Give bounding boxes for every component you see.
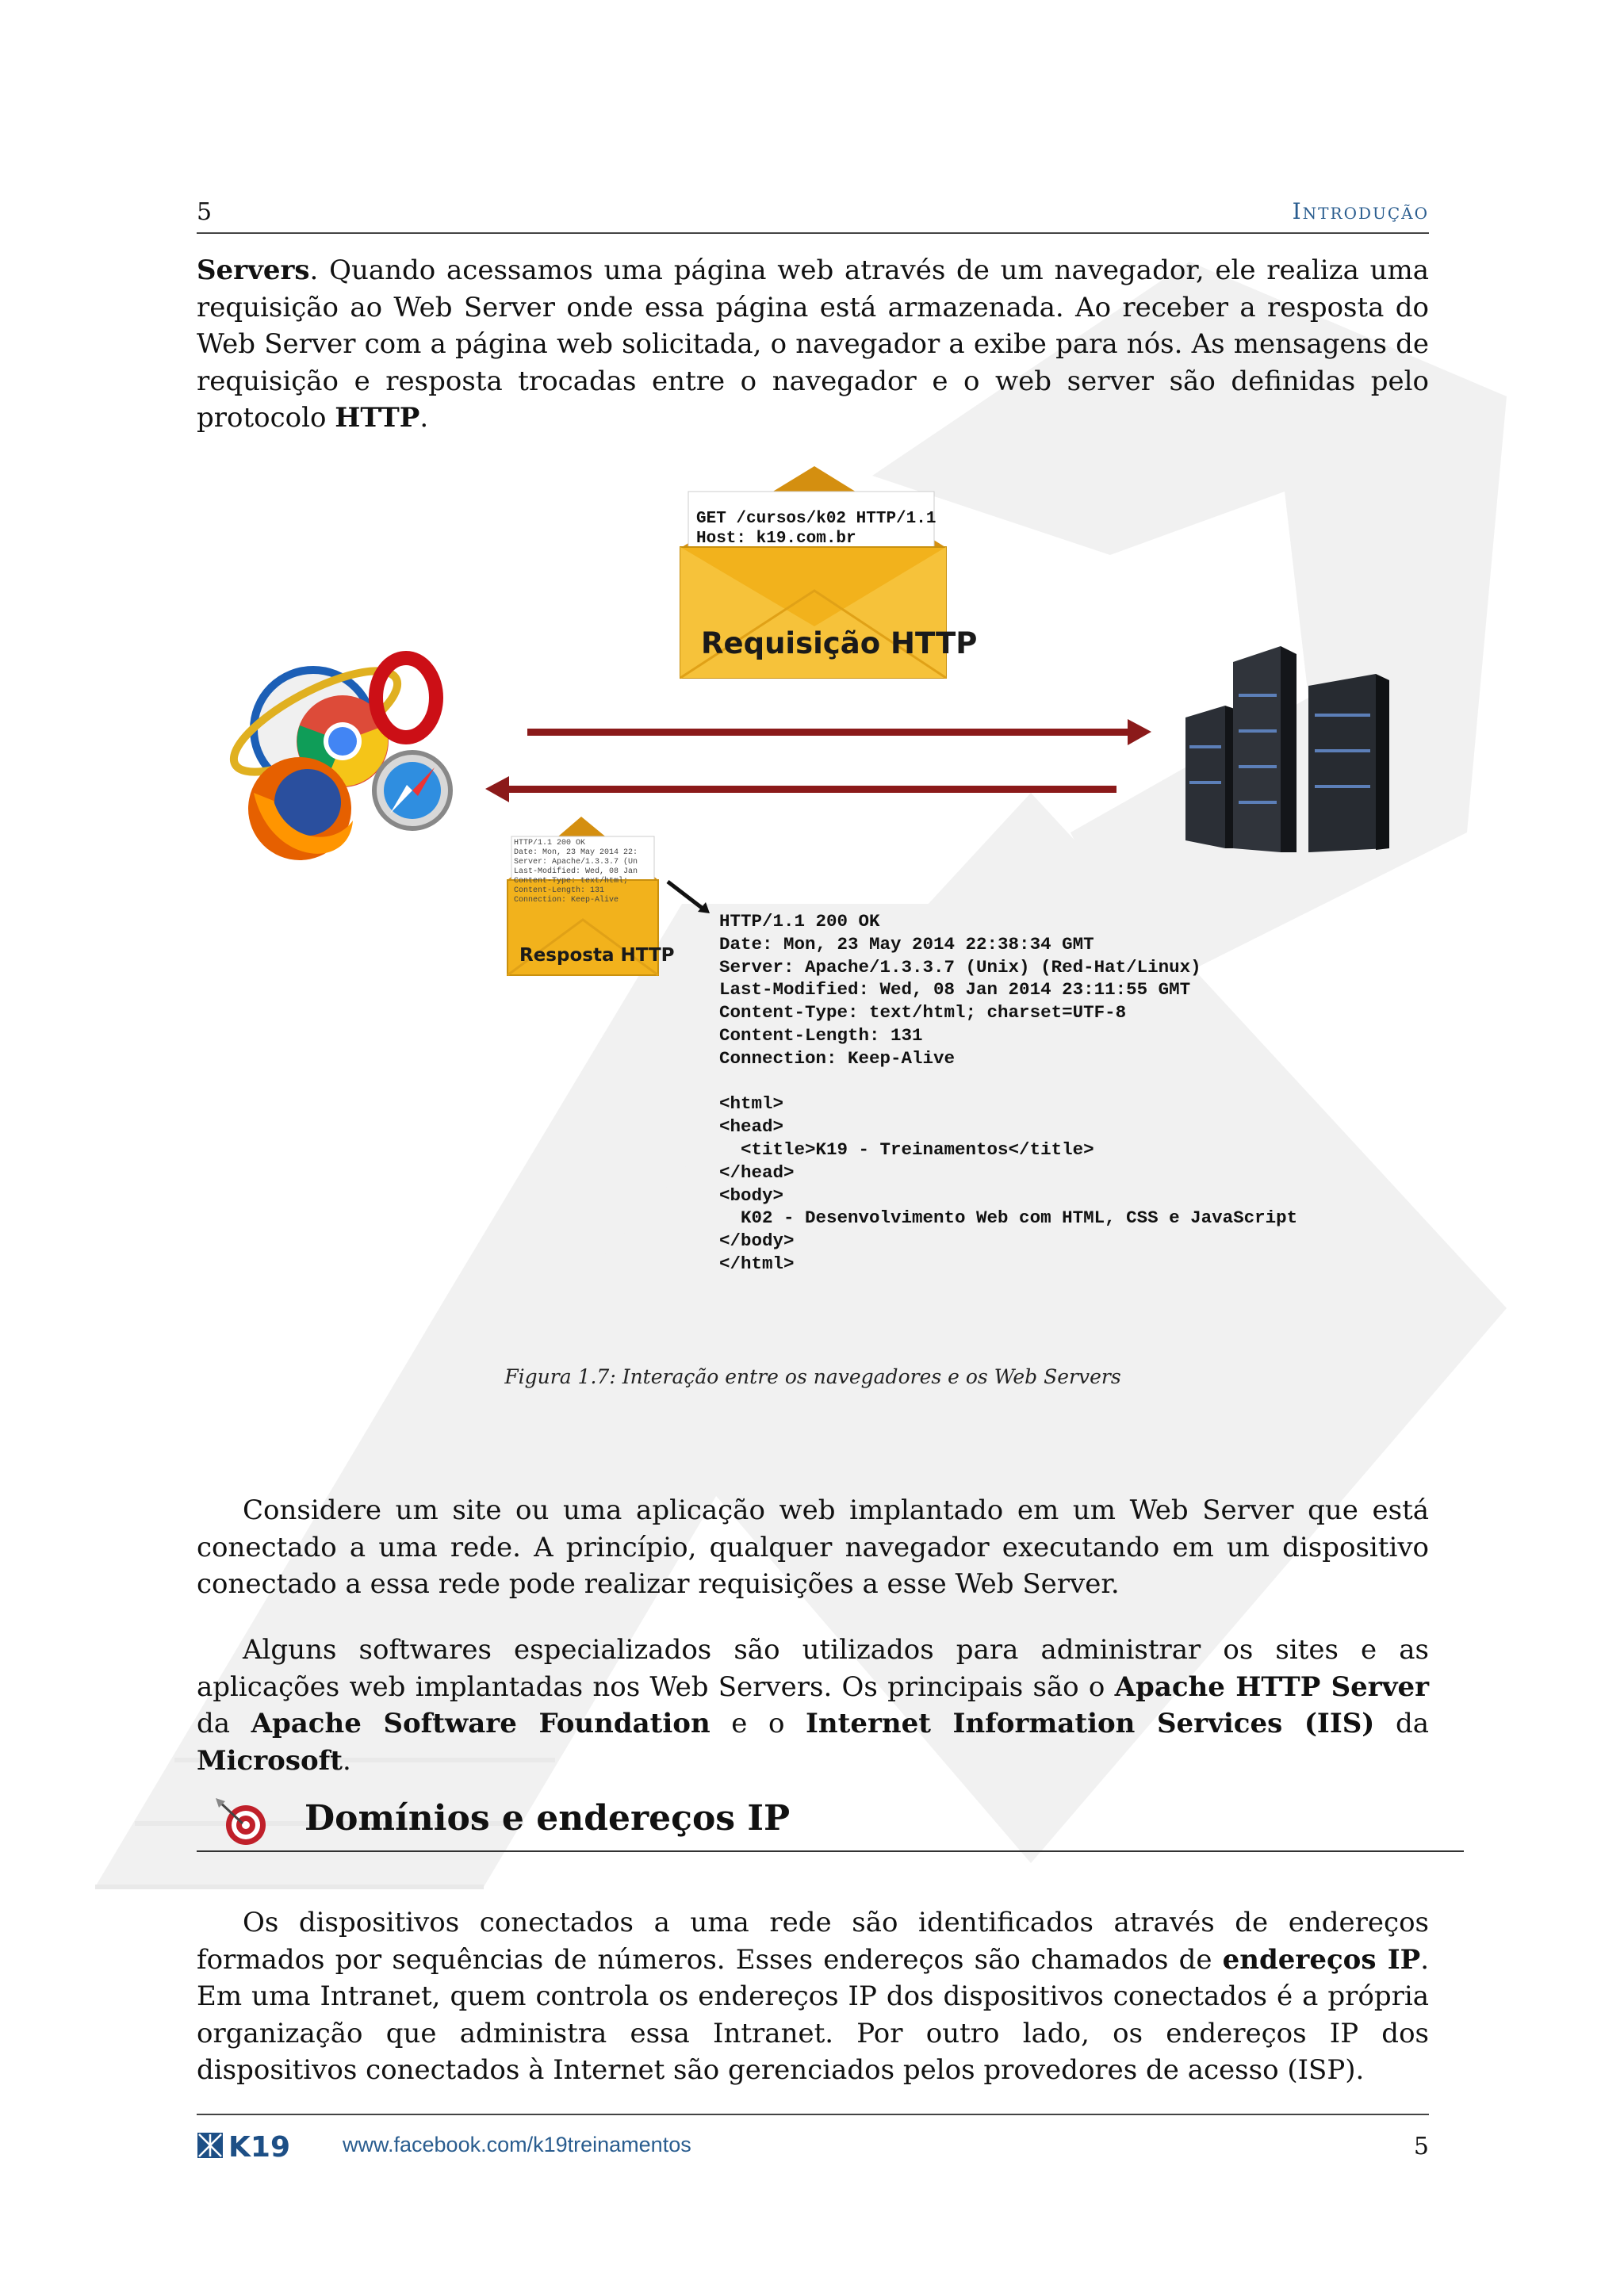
bold-term: Apache HTTP Server — [1114, 1670, 1429, 1703]
response-mini-text: HTTP/1.1 200 OK Date: Mon, 23 May 2014 22: Server: Apache/1.3.3.7 (Un Last-Modified: Wed, 08 Jan Content-Type: text/html; Content-Length: 131 Connection: Keep-Alive — [514, 839, 638, 905]
pointer-arrow — [668, 882, 702, 908]
paragraph-software: Alguns softwares especializados são utilizados para administrar os sites e as aplicações web implantadas nos Web Servers. Os principais são o Apache HTTP Server da Apache Software Foundation e o Internet Information Services (IIS) da Microsoft. — [197, 1634, 1429, 1777]
opera-icon — [376, 658, 436, 737]
bold-term: Servers — [197, 254, 310, 286]
paragraph-web-server: Considere um site ou uma aplicação web implantado em um Web Server que está conectado a uma rede. A princípio, qualquer navegador executando em um dispositivo conectado a essa rede pode realizar requisições a esse Web Server. — [197, 1494, 1429, 1600]
figure-caption: Figura 1.7: Interação entre os navegadores e os Web Servers — [504, 1365, 1121, 1388]
http-request-text: GET /cursos/k02 HTTP/1.1 Host: k19.com.br — [696, 510, 936, 548]
k19-logo — [197, 2131, 320, 2160]
request-arrow — [527, 719, 1151, 745]
target-icon — [214, 1798, 270, 1847]
browser-icons — [221, 652, 450, 860]
section-divider — [197, 1850, 1464, 1852]
footer-page-number: 5 — [1413, 2133, 1429, 2160]
paragraph-intro: Servers. Quando acessamos uma página web através de um navegador, ele realiza uma requisição ao Web Server onde essa página está armazenada. Ao receber a resposta do Web Server com a página web solicitada, o navegador a exibe para nós. As mensagens de requisição e resposta trocadas entre o navegador e o web server são definidas pelo protocolo HTTP. — [197, 254, 1429, 434]
response-label: Resposta HTTP — [519, 945, 675, 966]
footer-divider — [197, 2114, 1429, 2115]
header-page-number: 5 — [197, 198, 213, 226]
bold-term: Microsoft — [197, 1744, 343, 1777]
bold-term: Internet Information Services (IIS) — [806, 1708, 1375, 1739]
bold-term: Apache Software Foundation — [251, 1708, 710, 1739]
section-title: Domínios e endereços IP — [304, 1798, 791, 1839]
response-arrow — [485, 776, 1116, 802]
footer-url-link[interactable]: www.facebook.com/k19treinamentos — [343, 2133, 691, 2156]
header-chapter-title: Introdução — [1292, 198, 1429, 224]
server-icon — [1185, 646, 1389, 852]
bold-term: endereços IP — [1222, 1943, 1421, 1976]
request-label: Requisição HTTP — [701, 626, 978, 660]
paragraph-ip-addresses: Os dispositivos conectados a uma rede são identificados através de endereços formados por sequências de números. Esses endereços são chamados de endereços IP. Em uma Intranet, quem controla os endereços IP dos dispositivos conectados é a própria organização que administra essa Intranet. Por outro lado, os endereços IP dos dispositivos conectados à Internet são gerenciados pelos provedores de acesso (ISP). — [197, 1907, 1429, 2086]
bold-term: HTTP — [335, 402, 420, 434]
svg-text:K19: K19 — [228, 2131, 290, 2160]
http-response-text: HTTP/1.1 200 OK Date: Mon, 23 May 2014 22:38:34 GMT Server: Apache/1.3.3.7 (Unix) (Red-Hat/Linux) Last-Modified: Wed, 08 Jan 2014 23:11:55 GMT Content-Type: text/html; charset=UTF-8 Content-Length: 131 Connection: Keep-Alive <html> <head> <title>K19 - Treinamentos</title> </head> <body> K02 - Desenvolvimento Web com HTML, CSS e JavaScript </body> </html> — [719, 911, 1298, 1274]
